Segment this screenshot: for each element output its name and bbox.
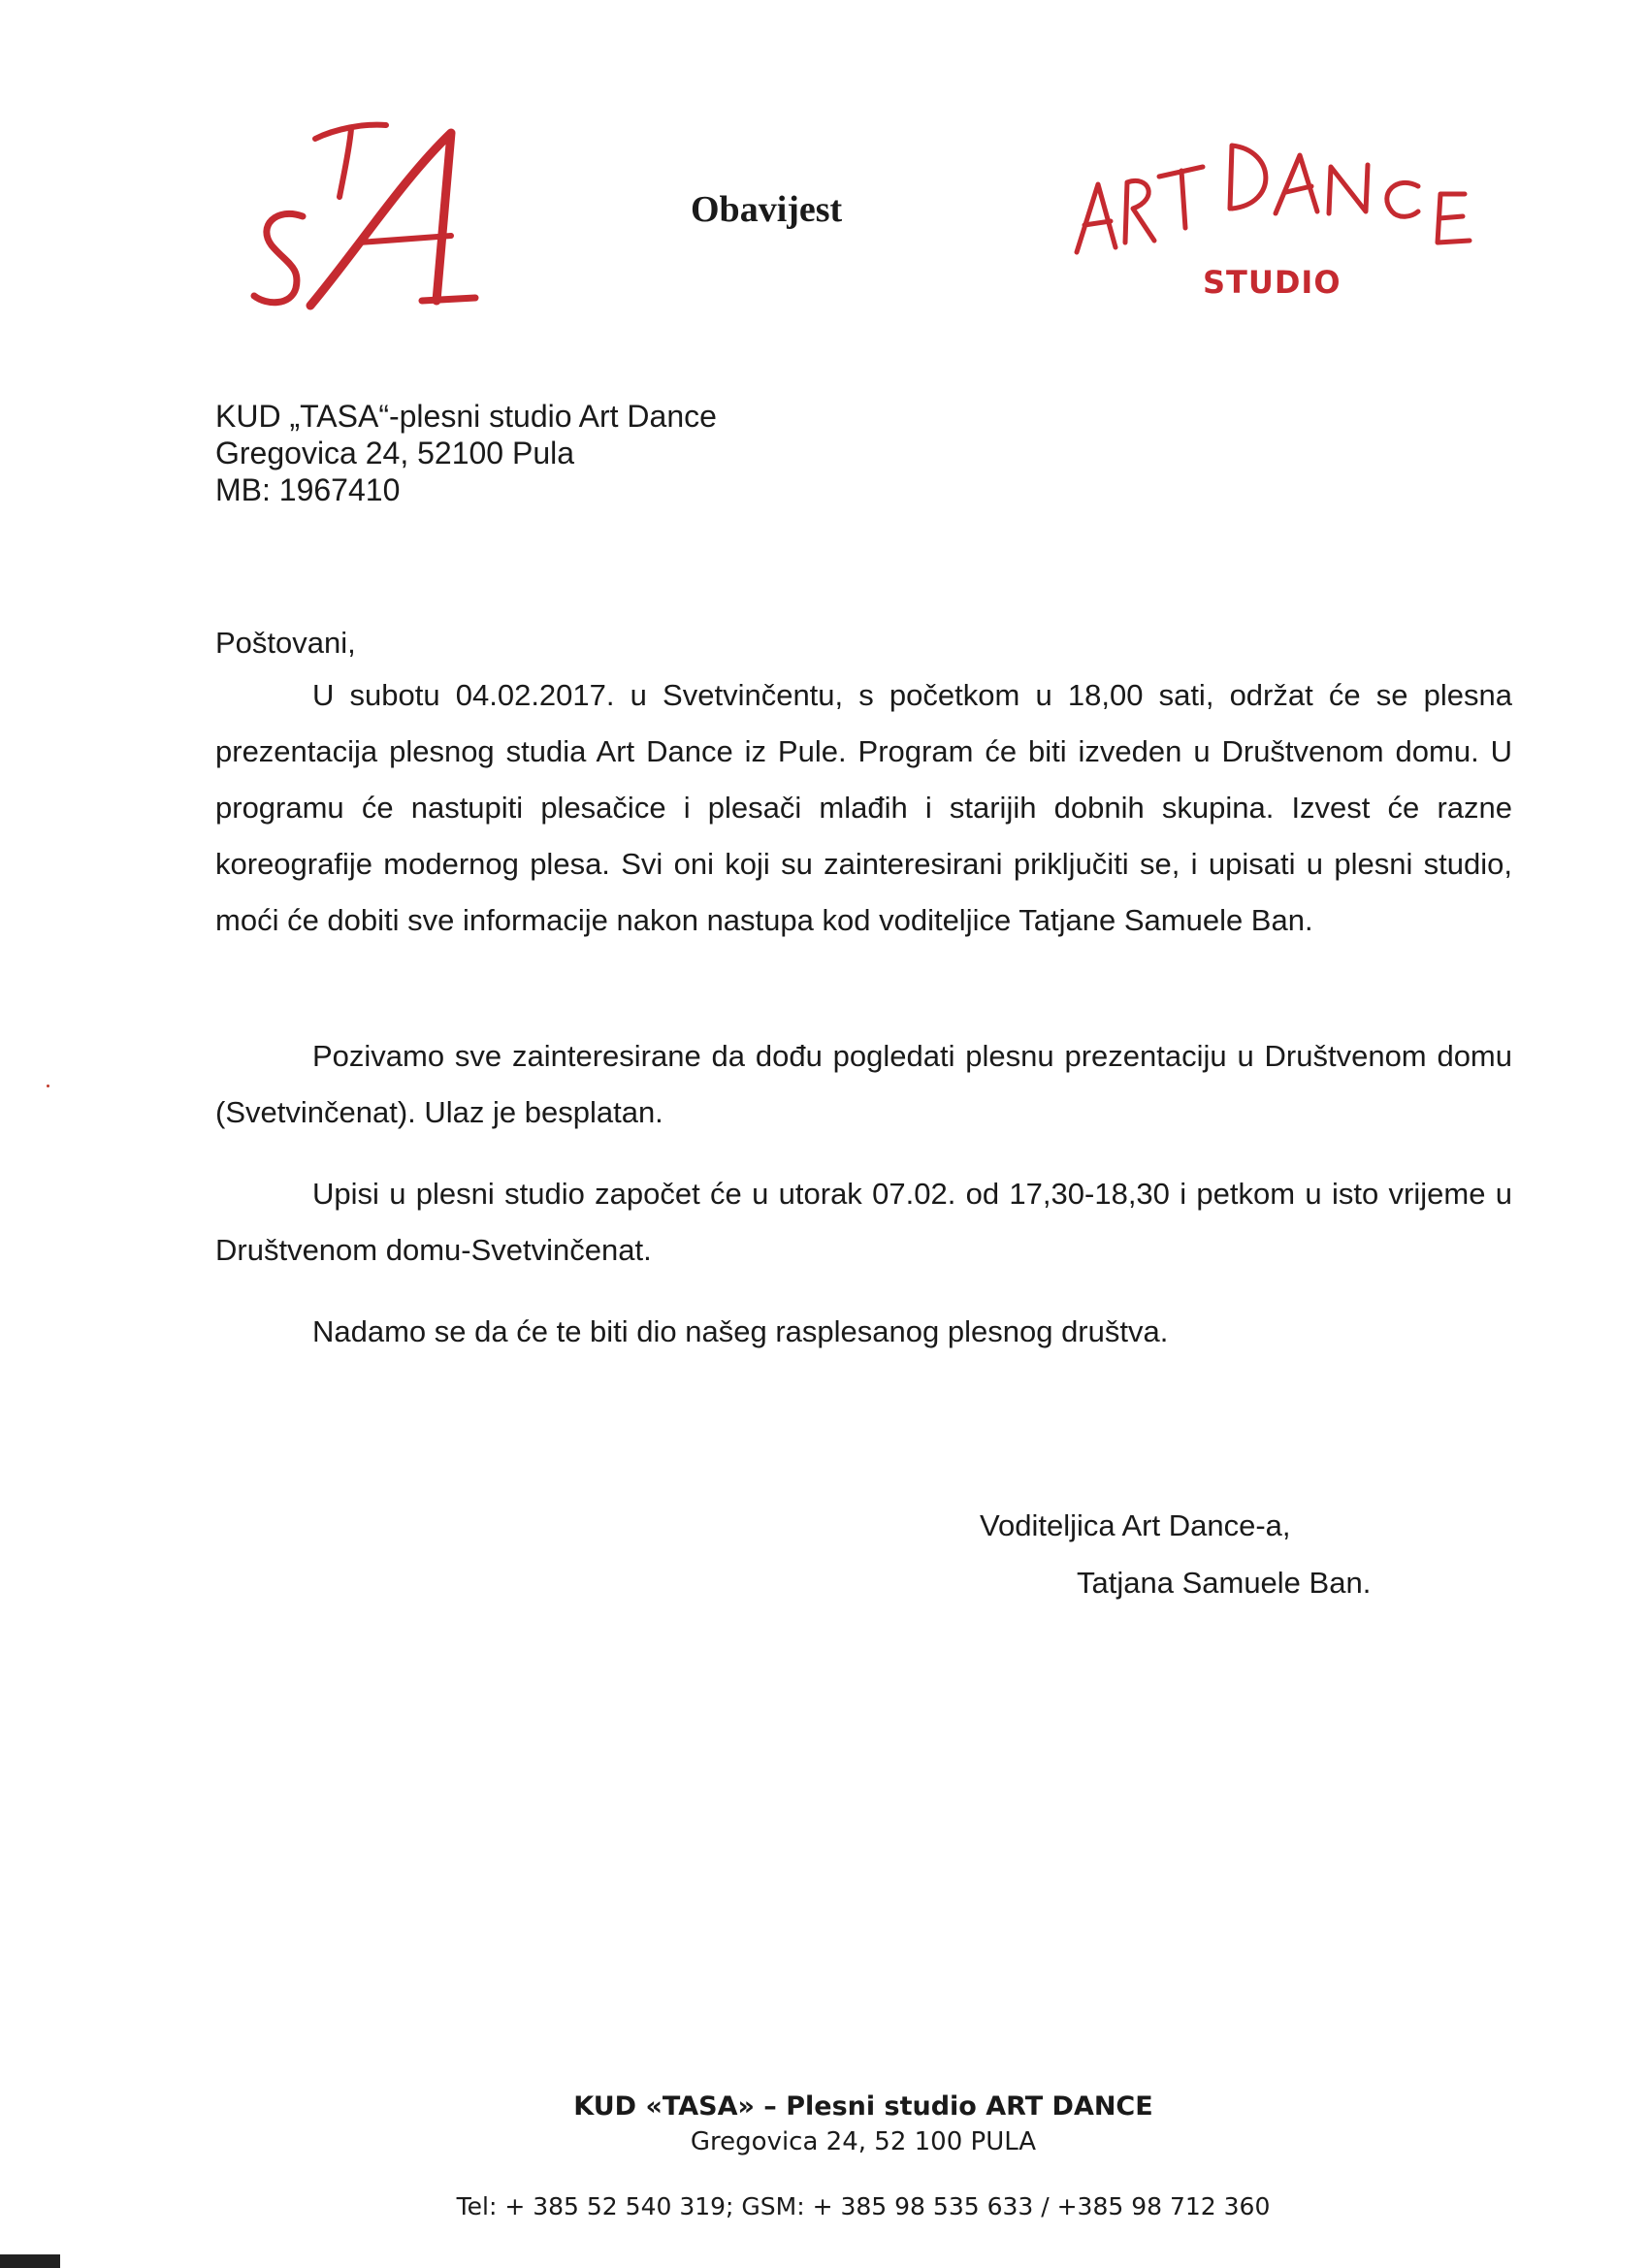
greeting: Poštovani,	[215, 626, 356, 660]
document-title: Obavijest	[691, 189, 843, 230]
footer-org: KUD «TASA» – Plesni studio ART DANCE	[573, 2091, 1153, 2122]
sender-address	[215, 398, 717, 508]
paragraph-4: Nadamo se da će te biti dio našeg rasplesanog plesnog društva.	[312, 1314, 1169, 1348]
signature-role: Voditeljica Art Dance-a,	[980, 1508, 1291, 1542]
tasa-logo	[242, 112, 495, 315]
signature-name: Tatjana Samuele Ban.	[1077, 1566, 1372, 1600]
paragraph-1: U subotu 04.02.2017. u Svetvinčentu, s početkom u 18,00 sati, održat će se plesna prezentacija plesnog studia Art Dance iz Pule. Program će biti izveden u Društvenom domu. U programu će nastupiti plesačice i plesači mlađih i starijih dobnih skupina. Izvest će razne koreografije modernog plesa. Svi oni koji su zainteresirani priključiti se, i upisati u plesni studio, moći će dobiti sve informacije nakon nastupa kod voditeljice Tatjane Samuele Ban.	[215, 678, 1512, 937]
address-line-2: Gregovica 24, 52100 Pula	[215, 436, 575, 470]
scan-edge	[0, 2254, 60, 2268]
studio-label: STUDIO	[1203, 264, 1342, 301]
footer-contact: Tel: + 385 52 540 319; GSM: + 385 98 535 633 / +385 98 712 360	[456, 2192, 1271, 2220]
footer-address: Gregovica 24, 52 100 PULA	[690, 2127, 1037, 2156]
address-line-3: MB: 1967410	[215, 472, 401, 507]
scan-speck	[47, 1085, 49, 1087]
address-line-1: KUD „TASA“-plesni studio Art Dance	[215, 399, 717, 434]
paragraph-2: Pozivamo sve zainteresirane da dođu pogledati plesnu prezentaciju u Društvenom domu (Svetvinčenat). Ulaz je besplatan.	[215, 1039, 1512, 1129]
paragraph-3: Upisi u plesni studio započet će u utorak 07.02. od 17,30-18,30 i petkom u isto vrijeme u Društvenom domu-Svetvinčenat.	[215, 1177, 1512, 1267]
